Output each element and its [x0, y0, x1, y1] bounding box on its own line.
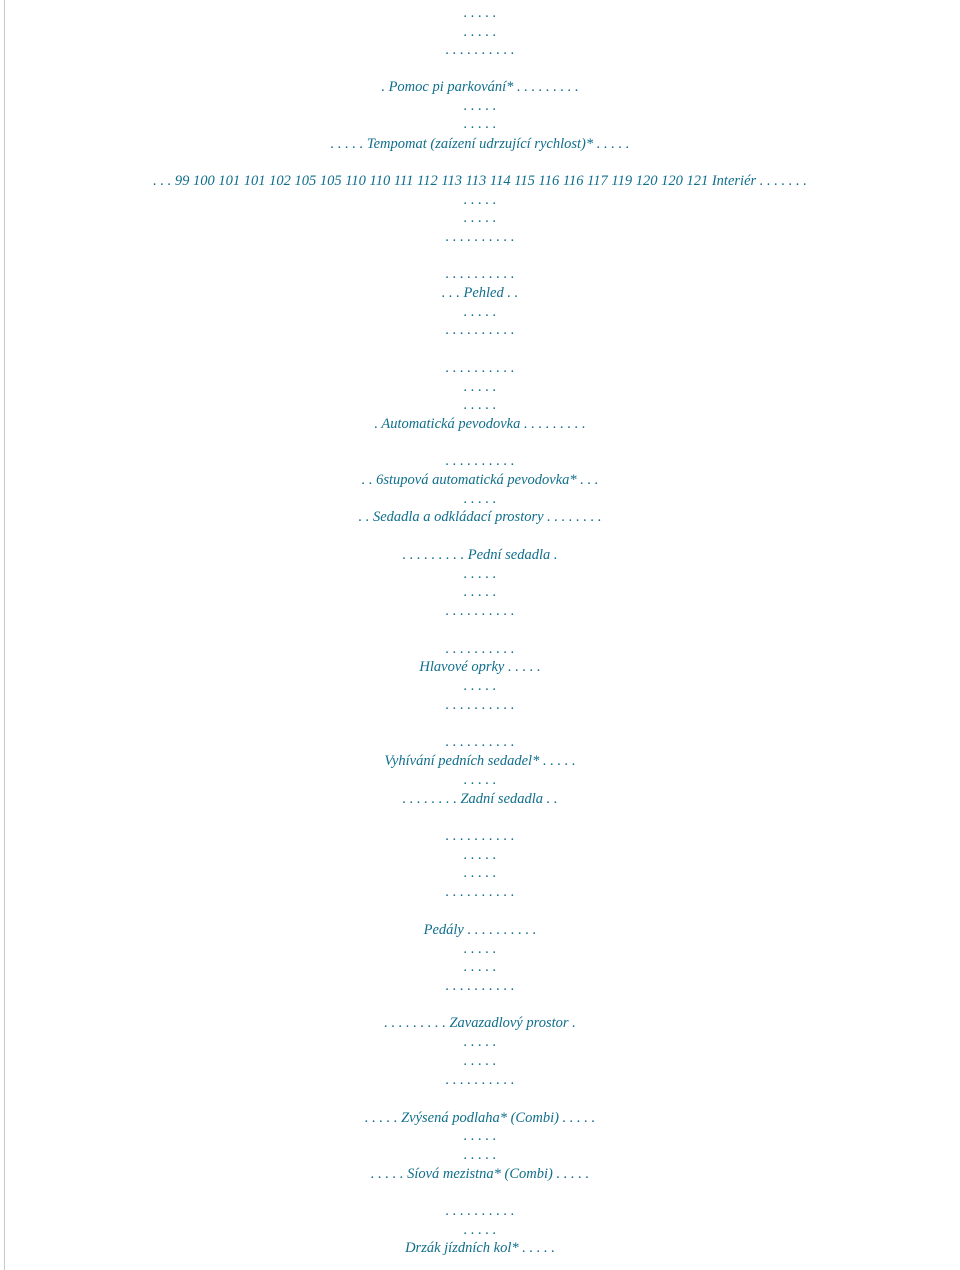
- toc-line: . . . . .: [463, 1128, 497, 1144]
- toc-line: . . . . . . . . . .: [445, 697, 515, 713]
- toc-line: . . . . . . . . . .: [445, 229, 515, 245]
- toc-entry[interactable]: . . . . . . . . . Zavazadlový prostor .: [384, 1015, 576, 1031]
- toc-entry[interactable]: . . . 99 100 101 101 102 105 105 110 110 111 112 113 113 114 115 116 116 117 119 120 120 121 Interiér . . . . . . .: [153, 173, 807, 189]
- toc-line: . . . . .: [463, 491, 497, 507]
- toc-line: . . . . .: [463, 116, 497, 132]
- toc-entry[interactable]: . . . . . Zvýsená podlaha* (Combi) . . . . .: [364, 1110, 596, 1126]
- toc-entry[interactable]: Vyhívání pedních sedadel* . . . . .: [384, 753, 576, 769]
- toc-entry[interactable]: . Pomoc pi parkování* . . . . . . . . .: [381, 79, 579, 95]
- toc-entry[interactable]: Hlavové oprky . . . . .: [419, 659, 541, 675]
- toc-line: . . . . .: [463, 566, 497, 582]
- toc-line: . . . . . . . . . .: [445, 1203, 515, 1219]
- toc-line: . . . . . . . . . .: [445, 603, 515, 619]
- toc-line: . . . . . . . . . .: [445, 266, 515, 282]
- toc-line: . . . . . . . . . .: [445, 360, 515, 376]
- toc-entry[interactable]: . . . . . Tempomat (zaízení udrzující rychlost)* . . . . .: [330, 136, 630, 152]
- toc-line: . . . . . . . . . .: [445, 884, 515, 900]
- toc-entry[interactable]: . . Sedadla a odkládací prostory . . . . . . . .: [358, 509, 602, 525]
- toc-entry[interactable]: . . . . . . . . Zadní sedadla . .: [402, 791, 558, 807]
- toc-line: . . . . .: [463, 379, 497, 395]
- toc-entry[interactable]: . . . . . Síová mezistna* (Combi) . . . . .: [370, 1166, 590, 1182]
- toc-entry[interactable]: . Automatická pevodovka . . . . . . . . .: [374, 416, 586, 432]
- toc-line: . . . . .: [463, 1053, 497, 1069]
- toc-line: . . . . . . . . . .: [445, 828, 515, 844]
- toc-line: . . . . .: [463, 24, 497, 40]
- toc-line: . . . . .: [463, 397, 497, 413]
- toc-line: . . . . . . . . . .: [445, 734, 515, 750]
- toc-line: . . . . . . . . . .: [445, 641, 515, 657]
- toc-line: . . . . .: [463, 865, 497, 881]
- toc-entry[interactable]: . . 6stupová automatická pevodovka* . . .: [361, 472, 599, 488]
- toc-line: . . . . .: [463, 678, 497, 694]
- toc-line: . . . . .: [463, 847, 497, 863]
- toc-line: . . . . .: [463, 192, 497, 208]
- toc-line: . . . . . . . . . .: [445, 322, 515, 338]
- toc-line: . . . . .: [463, 210, 497, 226]
- toc-line: . . . . .: [463, 772, 497, 788]
- toc-line: . . . . . . . . . .: [445, 1072, 515, 1088]
- toc-line: . . . . . . . . . .: [445, 978, 515, 994]
- toc-line: . . . . .: [463, 1222, 497, 1238]
- toc-line: . . . . .: [463, 304, 497, 320]
- toc-entry[interactable]: Drzák jízdních kol* . . . . .: [405, 1240, 555, 1256]
- toc-line: . . . . .: [463, 5, 497, 21]
- toc-line: . . . . . . . . . .: [445, 453, 515, 469]
- toc-line: . . . . . . . . . .: [445, 42, 515, 58]
- toc-line: . . . . .: [463, 98, 497, 114]
- toc-line: . . . . .: [463, 941, 497, 957]
- toc-entry[interactable]: . . . . . . . . . Pední sedadla .: [402, 547, 558, 563]
- toc-entry[interactable]: . . . Pehled . .: [441, 285, 519, 301]
- toc-line: . . . . .: [463, 1034, 497, 1050]
- toc-line: . . . . .: [463, 959, 497, 975]
- toc-entry[interactable]: Pedály . . . . . . . . . .: [423, 922, 537, 938]
- toc-line: . . . . .: [463, 584, 497, 600]
- toc-line: . . . . .: [463, 1147, 497, 1163]
